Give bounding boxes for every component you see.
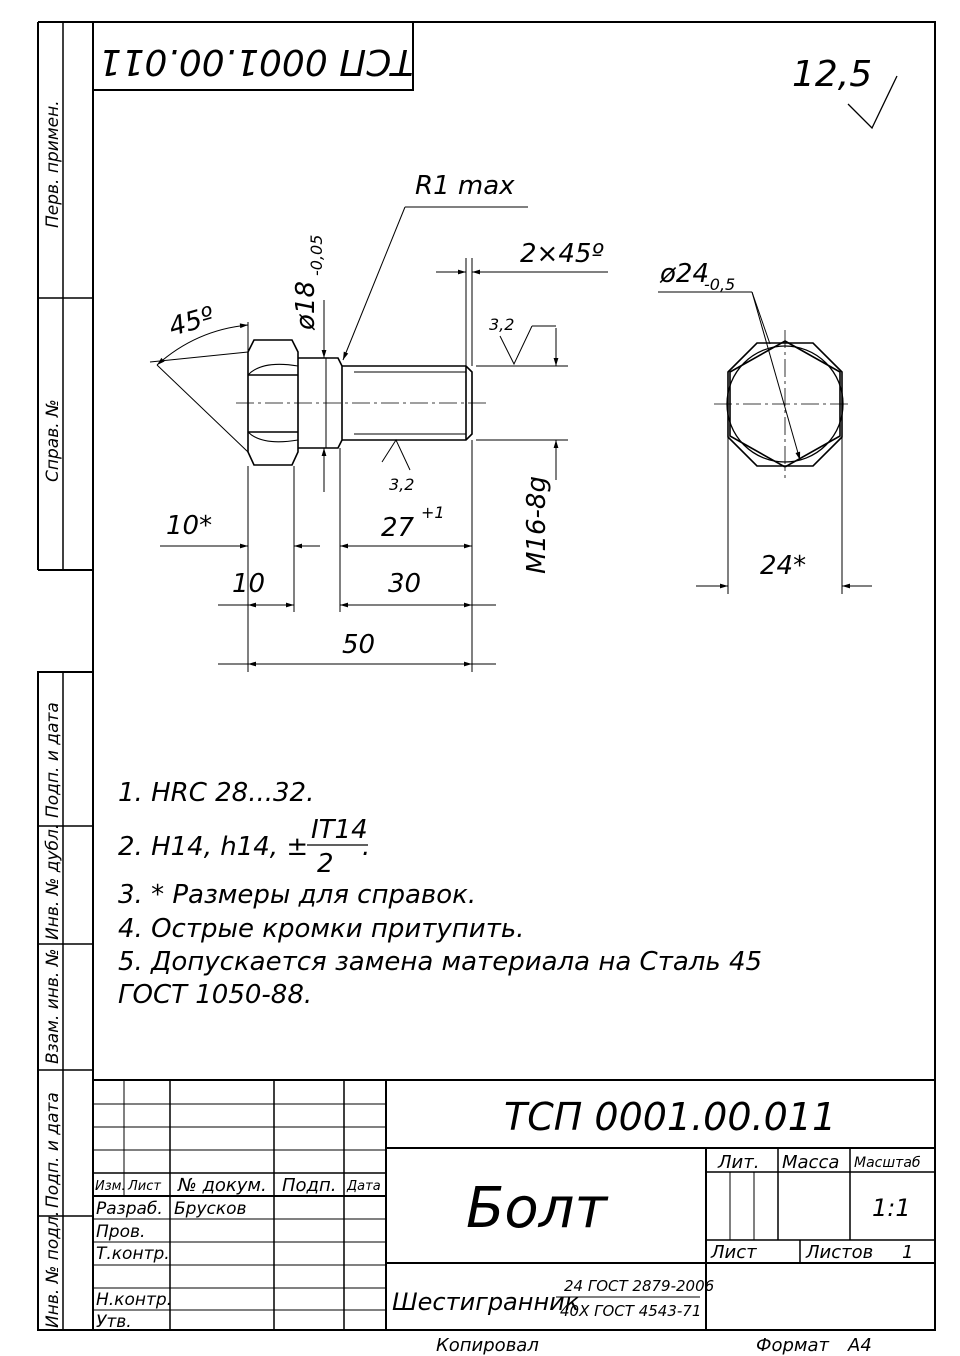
dim-hex-flats: 24* (760, 551, 807, 581)
side-label-podp-data-2: Подп. и дата (43, 1092, 63, 1208)
tb-lit: Лит. (718, 1152, 760, 1173)
tb-listov-val: 1 (902, 1242, 914, 1263)
dim-total-len: 50 (342, 630, 376, 660)
tb-material-bottom: 40Х ГОСТ 4543-71 (560, 1302, 702, 1320)
tb-col-izm: Изм. (95, 1179, 126, 1194)
tb-col-podp: Подп. (282, 1175, 337, 1196)
dimension-lines (150, 207, 872, 672)
tb-row-razrab: Разраб. (96, 1199, 163, 1219)
dim-neck-dia: ø18 (291, 281, 321, 330)
tb-col-dokum: № докум. (178, 1175, 267, 1196)
drawing-texts (43, 41, 921, 1356)
tb-massa: Масса (782, 1152, 840, 1173)
tb-part-name: Болт (466, 1176, 608, 1241)
note-2-numerator: IT14 (311, 815, 368, 845)
dim-thread-len: 27 (381, 513, 415, 543)
tb-col-data: Дата (347, 1179, 381, 1194)
note-5a: 5. Допускается замена материала на Сталь 45 (118, 947, 763, 977)
dim-thread: M16-8g (522, 476, 552, 574)
dim-chamfer: 2×45º (520, 239, 604, 269)
tb-scale: 1:1 (872, 1194, 911, 1222)
side-label-podp-data-1: Подп. и дата (43, 702, 63, 818)
note-2-prefix: 2. H14, h14, ± (118, 832, 309, 862)
side-label-inv-dubl: Инв. № дубл. (43, 823, 63, 940)
tb-material-name: Шестигранник (392, 1288, 580, 1316)
dim-neck-tol: -0,05 (307, 234, 326, 276)
dim-hex-dia: ø24 (660, 259, 709, 289)
tb-col-list: Лист (128, 1179, 161, 1194)
dim-shank-len: 30 (388, 569, 422, 599)
tb-designation: ТСП 0001.00.011 (504, 1095, 837, 1139)
footer-format: Формат (756, 1335, 830, 1356)
tb-material-top: 24 ГОСТ 2879-2006 (564, 1277, 715, 1295)
note-5b: ГОСТ 1050-88. (118, 980, 313, 1010)
side-label-perv-primen: Перв. примен. (43, 100, 63, 228)
designation-mirrored: ТСП 0001.00.011 (98, 41, 414, 82)
note-4: 4. Острые кромки притупить. (118, 914, 525, 944)
tb-row-nkontr: Н.контр. (96, 1290, 173, 1310)
dim-radius: R1 max (415, 171, 515, 201)
footer-kopiroval: Копировал (436, 1335, 539, 1356)
note-2-suffix: . (362, 832, 371, 862)
tb-list: Лист (711, 1242, 757, 1263)
tb-row-tkontr: Т.контр. (96, 1244, 170, 1264)
dim-head-len: 10 (232, 569, 266, 599)
tb-row-prov: Пров. (96, 1222, 146, 1242)
tb-listov: Листов (806, 1242, 874, 1263)
footer-format-val: А4 (848, 1335, 872, 1356)
dim-head-ref: 10* (166, 511, 213, 541)
side-label-inv-podl: Инв. № подл. (43, 1210, 63, 1328)
dim-hex-dia-tol: -0,5 (704, 275, 736, 294)
bolt-side-view (236, 340, 488, 465)
side-label-vzam-inv: Взам. инв. № (43, 948, 63, 1064)
tb-razrab-name: Брусков (174, 1199, 247, 1219)
side-label-sprav-no: Справ. № (43, 399, 63, 482)
roughness-thread: 3,2 (489, 315, 515, 334)
note-3: 3. * Размеры для справок. (118, 880, 477, 910)
dim-angle: 45º (165, 301, 218, 343)
roughness-general: 12,5 (792, 54, 873, 95)
note-2-denominator: 2 (317, 849, 334, 879)
tb-masshtab: Масштаб (854, 1155, 921, 1171)
tb-row-utv: Утв. (96, 1312, 132, 1332)
hex-end-view (714, 330, 852, 478)
roughness-neck: 3,2 (389, 475, 415, 494)
note-1: 1. HRC 28...32. (118, 778, 315, 808)
dim-thread-tol: +1 (421, 503, 445, 522)
